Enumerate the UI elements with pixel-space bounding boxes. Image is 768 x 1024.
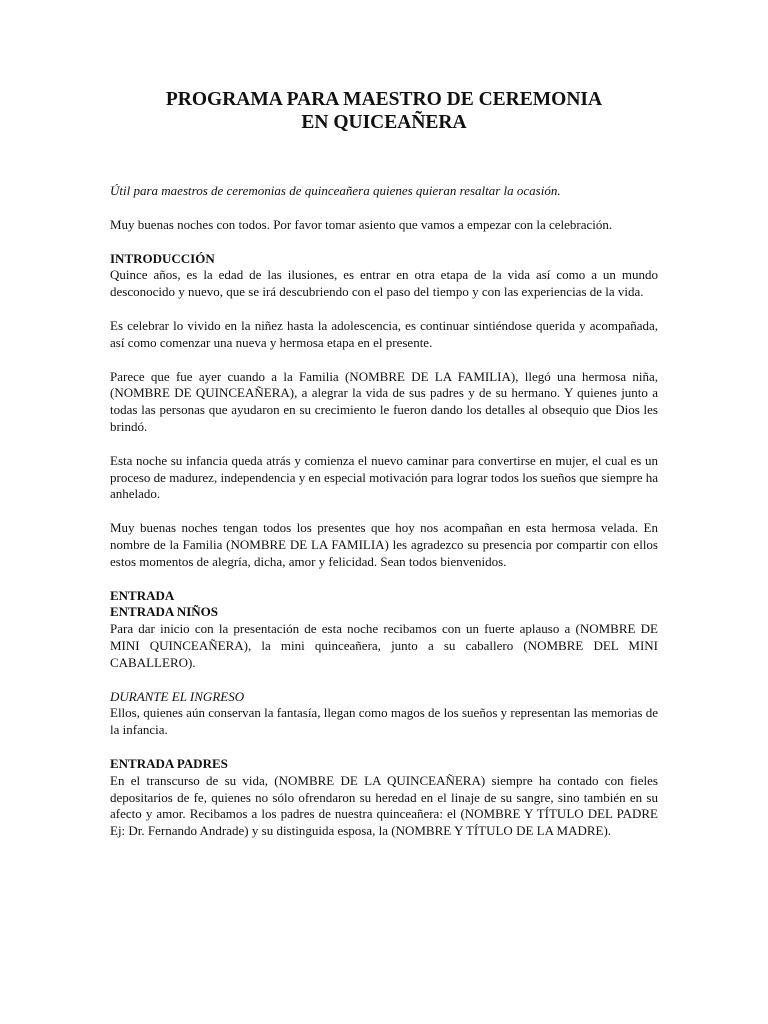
document-page	[110, 88, 658, 840]
introduccion-paragraph-1: Quince años, es la edad de las ilusiones, es entrar en otra etapa de la vida así como a un mundo desconocido y nuevo, que se irá descubriendo con el paso del tiempo y con las experiencias de la vida.	[110, 267, 658, 300]
entrada-padres-paragraph: En el transcurso de su vida, (NOMBRE DE LA QUINCEAÑERA) siempre ha contado con fieles depositarios de fe, quienes no sólo ofrendaron su heredad en el linaje de su sangre, sino también en su afecto y amor. Recibamos a los padres de nuestra quinceañera: el (NOMBRE Y TÍTULO DEL PADRE Ej: Dr. Fernando Andrade) y su distinguida esposa, la (NOMBRE Y TÍTULO DE LA MADRE).	[110, 772, 658, 839]
document-title	[110, 88, 658, 134]
introduccion-paragraph-5: Muy buenas noches tengan todos los presentes que hoy nos acompañan en esta hermosa velada. En nombre de la Familia (NOMBRE DE LA FAMILIA) les agradezco su presencia por compartir con ellos estos momentos de alegría, dicha, amor y felicidad. Sean todos bienvenidos.	[110, 520, 658, 569]
introduccion-paragraph-4: Esta noche su infancia queda atrás y comienza el nuevo caminar para convertirse en mujer, el cual es un proceso de madurez, independencia y en especial motivación para lograr todos los sueños que siempre ha anhelado.	[110, 452, 658, 502]
welcome-paragraph: Muy buenas noches con todos. Por favor tomar asiento que vamos a empezar con la celebración.	[110, 216, 613, 232]
introduccion-paragraph-3: Parece que fue ayer cuando a la Familia (NOMBRE DE LA FAMILIA), llegó una hermosa niña, (NOMBRE DE QUINCEAÑERA), a alegrar la vida de sus padres y de su hermano. Y quienes junto a todas las personas que ayudaron en su crecimiento le fueron dando los detalles al obsequio que Dios les brindó.	[110, 368, 658, 434]
intro-italic-note: Útil para maestros de ceremonias de quinceañera quienes quieran resaltar la ocasión.	[110, 183, 561, 198]
title-line-1: PROGRAMA PARA MAESTRO DE CEREMONIA	[165, 89, 603, 110]
entrada-ninos-heading: ENTRADA NIÑOS	[110, 604, 218, 620]
title-line-2: EN QUICEAÑERA	[301, 112, 467, 133]
introduccion-paragraph-2: Es celebrar lo vivido en la niñez hasta la adolescencia, es continuar sintiéndose querida y acompañada, así como comenzar una nueva y hermosa etapa en el presente.	[110, 317, 658, 350]
entrada-padres-heading: ENTRADA PADRES	[110, 755, 228, 771]
entrada-heading: ENTRADA	[110, 587, 175, 603]
durante-ingreso-heading: DURANTE EL INGRESO	[110, 688, 245, 704]
durante-ingreso-paragraph: Ellos, quienes aún conservan la fantasía, llegan como magos de los sueños y representan las memorias de la infancia.	[110, 705, 659, 738]
introduccion-heading: INTRODUCCIÓN	[110, 250, 215, 266]
entrada-ninos-paragraph: Para dar inicio con la presentación de esta noche recibamos con un fuerte aplauso a (NOMBRE DE MINI QUINCEAÑERA), la mini quinceañera, junto a su caballero (NOMBRE DEL MINI CABALLERO).	[110, 621, 658, 670]
